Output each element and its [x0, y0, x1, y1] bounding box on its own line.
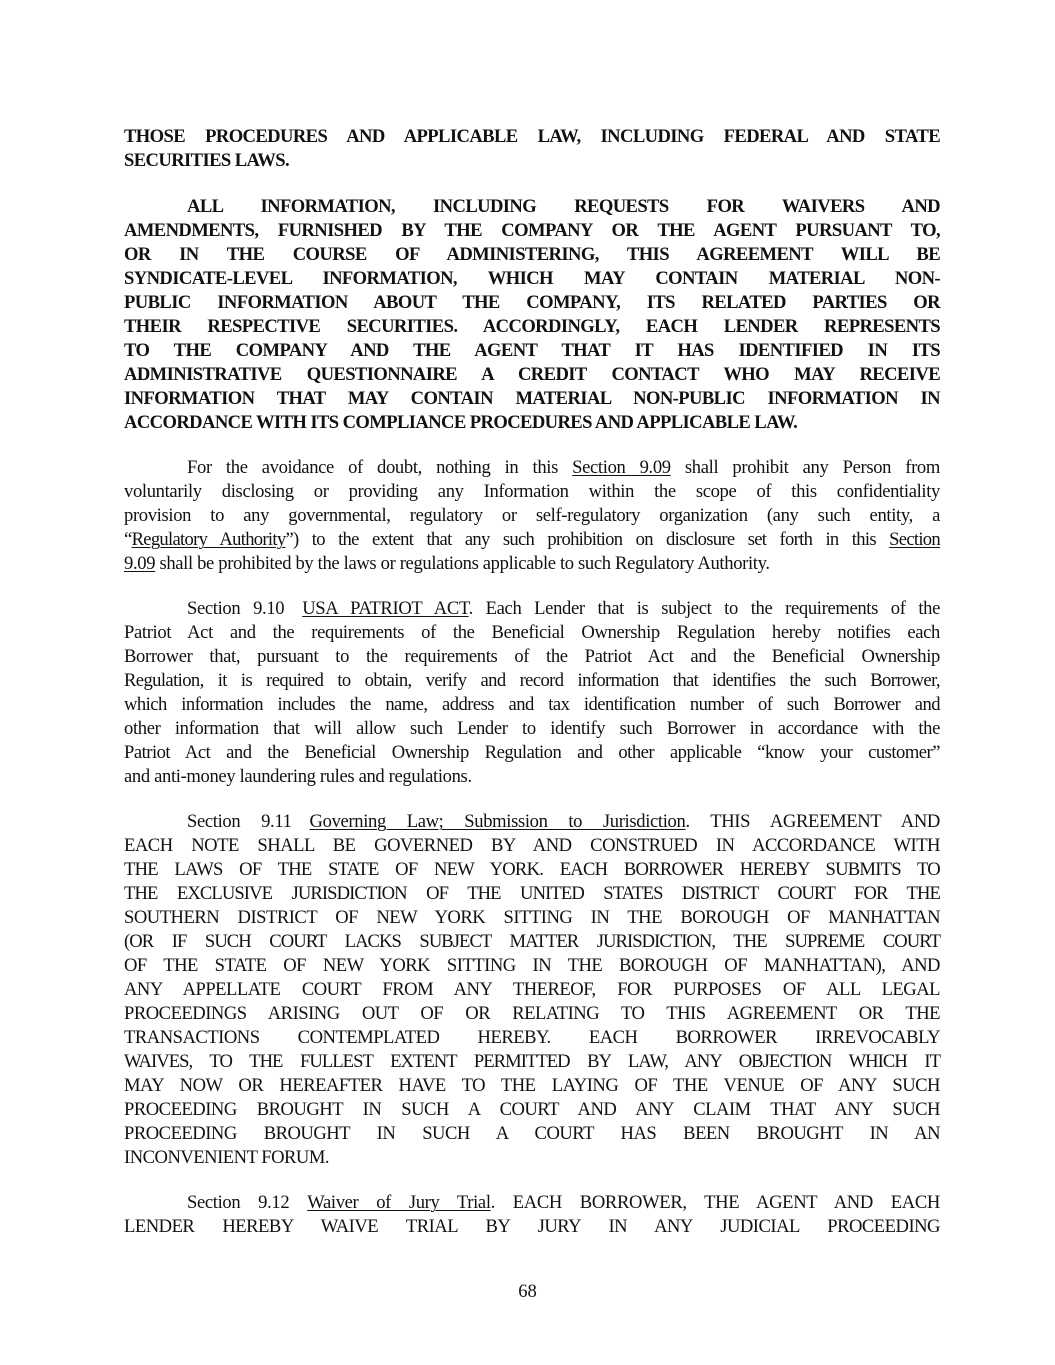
text-line: TO THE COMPANY AND THE AGENT THAT IT HAS IDENTIFIED IN ITS: [124, 340, 940, 361]
text-line: PROCEEDING BROUGHT IN SUCH A COURT HAS BEEN BROUGHT IN AN: [124, 1123, 940, 1144]
text-line: Patriot Act and the Beneficial Ownership Regulation and other applicable “know your customer”: [124, 742, 940, 763]
text-line: ALL INFORMATION, INCLUDING REQUESTS FOR WAIVERS AND: [187, 196, 940, 217]
text-line: [124, 552, 940, 576]
text-line: PUBLIC INFORMATION ABOUT THE COMPANY, ITS RELATED PARTIES OR: [124, 292, 940, 313]
text-segment: . THIS AGREEMENT AND: [685, 811, 940, 832]
text-segment: . EACH BORROWER, THE AGENT AND EACH: [490, 1192, 940, 1213]
text-line: Patriot Act and the requirements of the Beneficial Ownership Regulation hereby notifies each: [124, 622, 940, 643]
text-segment: . Each Lender that is subject to the requirements of the: [468, 598, 940, 619]
text-line: provision to any governmental, regulatory or self-regulatory organization (any such entity, a: [124, 505, 940, 526]
page-number: 68: [518, 1281, 537, 1302]
text-line: Borrower that, pursuant to the requirements of the Patriot Act and the Beneficial Ownership: [124, 646, 940, 667]
text-line: SECURITIES LAWS.: [124, 150, 290, 171]
section-heading: Governing Law; Submission to Jurisdiction: [309, 811, 686, 832]
section-reference-link[interactable]: Section 9.09: [572, 457, 671, 478]
text-line: PROCEEDINGS ARISING OUT OF OR RELATING TO THIS AGREEMENT OR THE: [124, 1003, 940, 1024]
text-segment: ”) to the extent that any such prohibition on disclosure set forth in this: [285, 529, 890, 550]
text-line: ANY APPELLATE COURT FROM ANY THEREOF, FOR PURPOSES OF ALL LEGAL: [124, 979, 940, 1000]
text-line: OR IN THE COURSE OF ADMINISTERING, THIS AGREEMENT WILL BE: [124, 244, 940, 265]
section-reference-link[interactable]: 9.09: [124, 553, 156, 574]
text-line: (OR IF SUCH COURT LACKS SUBJECT MATTER JURISDICTION, THE SUPREME COURT: [124, 931, 940, 952]
defined-term: Regulatory Authority: [131, 529, 286, 550]
text-line: [187, 456, 940, 480]
text-line: other information that will allow such Lender to identify such Borrower in accordance with the: [124, 718, 940, 739]
text-line: [187, 1191, 940, 1215]
text-line: AMENDMENTS, FURNISHED BY THE COMPANY OR THE AGENT PURSUANT TO,: [124, 220, 940, 241]
section-heading: USA PATRIOT ACT: [302, 598, 469, 619]
text-line: Regulation, it is required to obtain, verify and record information that identifies the such Borrower,: [124, 670, 940, 691]
text-line: TRANSACTIONS CONTEMPLATED HEREBY. EACH BORROWER IRREVOCABLY: [124, 1027, 940, 1048]
text-line: and anti-money laundering rules and regulations.: [124, 766, 472, 787]
section-heading: Waiver of Jury Trial: [307, 1192, 491, 1213]
text-line: MAY NOW OR HEREAFTER HAVE TO THE LAYING OF THE VENUE OF ANY SUCH: [124, 1075, 940, 1096]
text-line: WAIVES, TO THE FULLEST EXTENT PERMITTED BY LAW, ANY OBJECTION WHICH IT: [124, 1051, 940, 1072]
text-line: voluntarily disclosing or providing any Information within the scope of this confidentiality: [124, 481, 940, 502]
section-number: Section 9.10: [187, 598, 285, 619]
text-line: [187, 597, 940, 621]
text-line: LENDER HEREBY WAIVE TRIAL BY JURY IN ANY JUDICIAL PROCEEDING: [124, 1216, 940, 1237]
text-segment: shall be prohibited by the laws or regulations applicable to such Regulatory Authority.: [155, 553, 770, 574]
text-line: THEIR RESPECTIVE SECURITIES. ACCORDINGLY, EACH LENDER REPRESENTS: [124, 316, 940, 337]
text-line: ADMINISTRATIVE QUESTIONNAIRE A CREDIT CONTACT WHO MAY RECEIVE: [124, 364, 940, 385]
text-line: which information includes the name, address and tax identification number of such Borrower and: [124, 694, 940, 715]
text-segment: “: [124, 529, 132, 550]
text-line: ACCORDANCE WITH ITS COMPLIANCE PROCEDURES AND APPLICABLE LAW.: [124, 412, 798, 433]
text-line: SOUTHERN DISTRICT OF NEW YORK SITTING IN THE BOROUGH OF MANHATTAN: [124, 907, 940, 928]
text-line: SYNDICATE-LEVEL INFORMATION, WHICH MAY CONTAIN MATERIAL NON-: [124, 268, 940, 289]
section-reference-link[interactable]: Section: [889, 529, 940, 550]
text-line: THE EXCLUSIVE JURISDICTION OF THE UNITED STATES DISTRICT COURT FOR THE: [124, 883, 940, 904]
text-line: PROCEEDING BROUGHT IN SUCH A COURT AND ANY CLAIM THAT ANY SUCH: [124, 1099, 940, 1120]
text-line: [124, 528, 940, 552]
text-line: THOSE PROCEDURES AND APPLICABLE LAW, INCLUDING FEDERAL AND STATE: [124, 126, 940, 147]
text-segment: shall prohibit any Person from: [670, 457, 940, 478]
section-number: Section 9.11: [187, 811, 292, 832]
text-line: THE LAWS OF THE STATE OF NEW YORK. EACH BORROWER HEREBY SUBMITS TO: [124, 859, 940, 880]
text-line: INCONVENIENT FORUM.: [124, 1147, 330, 1168]
text-line: OF THE STATE OF NEW YORK SITTING IN THE BOROUGH OF MANHATTAN), AND: [124, 955, 940, 976]
text-line: [187, 810, 940, 834]
text-line: EACH NOTE SHALL BE GOVERNED BY AND CONSTRUED IN ACCORDANCE WITH: [124, 835, 940, 856]
text-segment: For the avoidance of doubt, nothing in this: [187, 457, 573, 478]
section-number: Section 9.12: [187, 1192, 290, 1213]
text-line: INFORMATION THAT MAY CONTAIN MATERIAL NON-PUBLIC INFORMATION IN: [124, 388, 940, 409]
